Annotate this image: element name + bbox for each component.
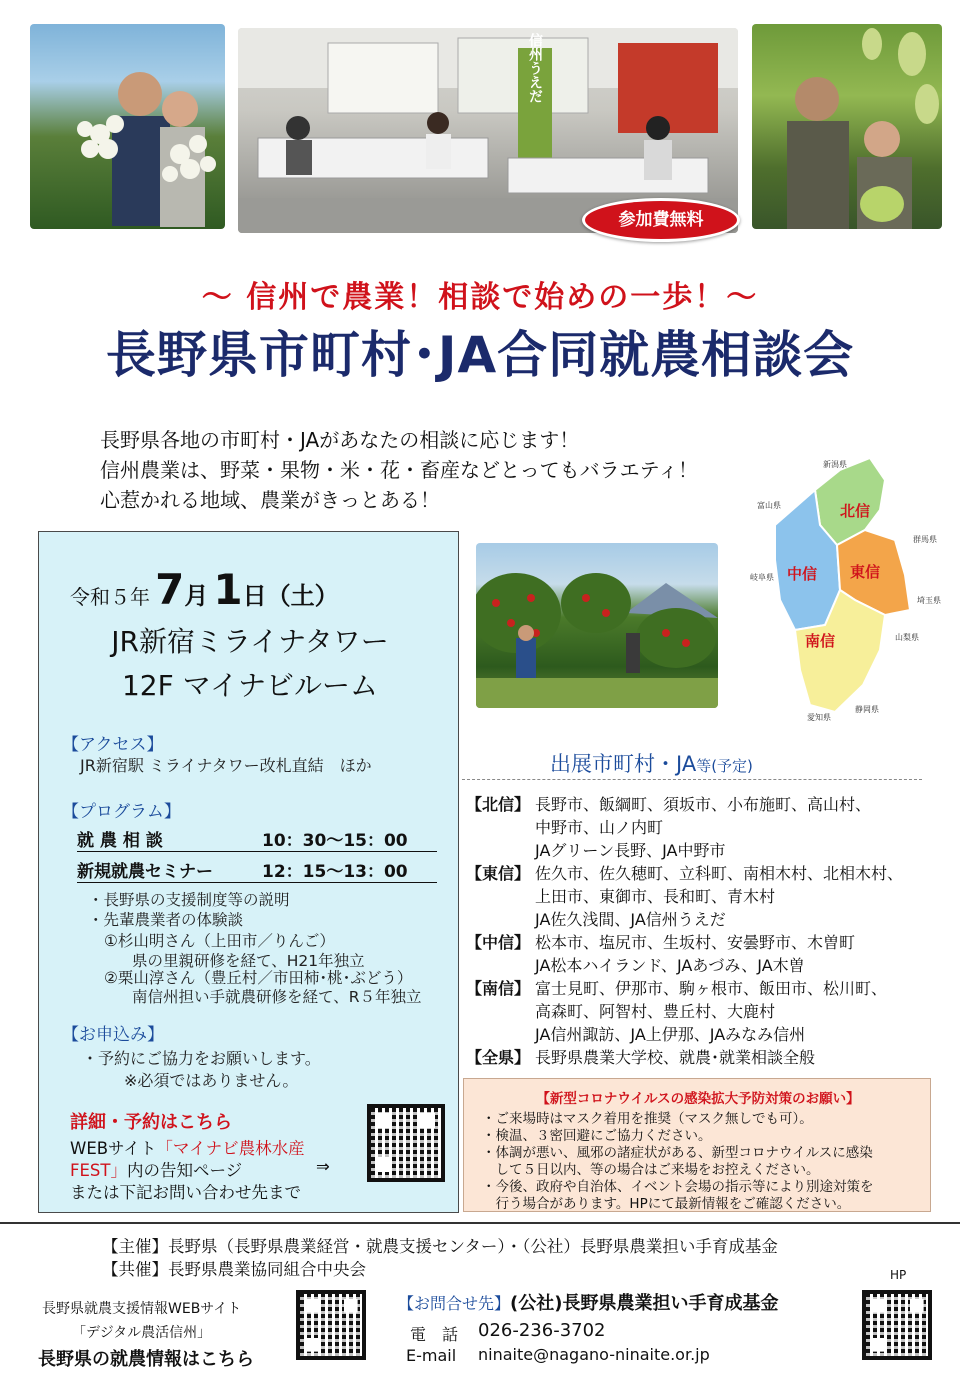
tel-number[interactable]: 026-236-3702 [478, 1320, 606, 1341]
intro-text [100, 425, 698, 515]
email-address[interactable]: ninaite@nagano-ninaite.or.jp [478, 1345, 710, 1364]
exhibitor-line: JA信州諏訪、JA上伊那、JAみなみ信州 [535, 1025, 806, 1044]
contact-org: (公社)長野県農業担い手育成基金 [510, 1293, 779, 1314]
grape-farmers-illustration [752, 24, 942, 229]
program-heading: 【プログラム】 [62, 802, 181, 822]
detail-website-link-cont[interactable]: FEST」 [70, 1161, 127, 1180]
site-line1: 長野県就農支援情報WEBサイト [42, 1301, 242, 1317]
exhibitor-line: 富士見町、伊那市、駒ヶ根市、飯田市、松川町、 [535, 979, 888, 998]
map-neighbor: 埼玉県 [917, 596, 941, 605]
program-item: ②栗山淳さん（豊丘村／市田柿･桃･ぶどう） [104, 969, 413, 987]
exhibitors-heading-text: 出展市町村・JA [550, 752, 697, 776]
covid-notice-box [463, 1078, 931, 1212]
email-label: E-mail [406, 1346, 457, 1365]
program-seminar-time: 12：15～13：00 [262, 862, 408, 882]
map-label-middle: 中信 [787, 565, 818, 583]
site-line3[interactable]: 長野県の就農情報はこちら [38, 1349, 254, 1370]
venue-room: 12F マイナビルーム [121, 669, 379, 702]
map-neighbor: 山梨県 [895, 633, 919, 642]
apply-line: ・予約にご協力をお願いします。 [82, 1049, 321, 1068]
tel-label: 電 話 [410, 1325, 459, 1344]
date-era: 令和５年 [70, 585, 150, 609]
apply-heading: 【お申込み】 [62, 1025, 164, 1045]
exhibitor-line: JAグリーン長野、JA中野市 [535, 841, 726, 860]
cosponsor-text: 【共催】長野県農業協同組合中央会 [102, 1260, 366, 1279]
access-text: JR新宿駅 ミライナタワー改札直結 ほか [80, 756, 372, 775]
region-map-svg [745, 450, 955, 725]
organizer-text: 【主催】長野県（長野県農業経営・就農支援センター）・（公社）長野県農業担い手育成基金 [102, 1237, 778, 1256]
map-neighbor: 富山県 [757, 501, 781, 510]
date-day: 1 [213, 565, 243, 614]
map-label-north: 北信 [840, 502, 871, 520]
covid-line: ・今後、政府や自治体、イベント会場の指示等により別途対策を [482, 1179, 874, 1195]
intro-line: 長野県各地の市町村・JAがあなたの相談に応じます！ [100, 428, 580, 452]
region-tag: 【中信】 [466, 933, 531, 952]
site-line2: 「デジタル農活信州」 [72, 1325, 212, 1341]
program-item: 県の里親研修を経て、H21年独立 [132, 952, 365, 970]
exhibitor-line: 長野県農業大学校、就農･就業相談全般 [535, 1048, 816, 1067]
exhibitor-line: 高森町、阿智村、豊丘村、大鹿村 [535, 1002, 776, 1021]
map-neighbor: 静岡県 [855, 705, 879, 714]
nagano-region-map [745, 450, 955, 725]
intro-line: 心惹かれる地域、農業がきっとある！ [100, 488, 440, 512]
covid-line: ・体調が悪い、風邪の諸症状がある、新型コロナウイルスに感染 [482, 1145, 873, 1161]
exhibitor-line: 松本市、塩尻市、生坂村、安曇野市、木曽町 [535, 933, 856, 952]
detail-line1 [70, 1135, 305, 1159]
covid-line: ・ご来場時はマスク着用を推奨（マスク無しでも可）。 [482, 1111, 813, 1127]
program-item: ・先輩農業者の体験談 [88, 911, 244, 929]
exhibitor-line: JA佐久浅間、JA信州うえだ [535, 910, 726, 929]
region-tag: 【北信】 [466, 795, 531, 814]
flower-farmers-illustration [30, 24, 225, 229]
exhibitors-heading [550, 748, 753, 778]
contact-label: 【お問合せ先】 [398, 1294, 511, 1313]
hp-label: HP [890, 1268, 907, 1282]
date-weekday: （土） [266, 582, 339, 610]
map-neighbor: 愛知県 [807, 713, 831, 722]
date-month-unit: 月 [184, 582, 209, 610]
program-seminar [77, 857, 437, 883]
detail-website-link[interactable]: 「マイナビ農林水産 [156, 1139, 305, 1158]
venue-name: JR新宿ミライナタワー [111, 625, 389, 658]
program-seminar-label: 新規就農セミナー [77, 862, 213, 882]
detail-line3: または下記お問い合わせ先まで [70, 1183, 301, 1202]
orchard-illustration [476, 543, 718, 708]
event-subtitle: ～ 信州で農業！相談で始めの一歩！～ [201, 280, 759, 315]
program-consultation-label: 就 農 相 談 [77, 831, 163, 851]
exhibitors-heading-note: 等(予定) [696, 757, 753, 775]
program-consultation-time: 10：30～15：00 [262, 831, 408, 851]
map-neighbor: 群馬県 [913, 535, 937, 544]
photo-grape-farmers [752, 24, 942, 229]
intro-line: 信州農業は、野菜・果物・米・花・畜産などとってもバラエティ！ [100, 458, 698, 482]
covid-heading: 【新型コロナウイルスの感染拡大予防対策のお願い】 [536, 1091, 860, 1107]
map-label-east: 東信 [850, 563, 881, 581]
region-tag: 【全県】 [466, 1048, 531, 1067]
region-tag: 【東信】 [466, 864, 531, 883]
access-heading: 【アクセス】 [62, 735, 164, 755]
detail-website-label: WEBサイト [70, 1139, 157, 1158]
apply-note: ※必須ではありません。 [124, 1071, 299, 1090]
detail-announce-page: 内の告知ページ [126, 1161, 243, 1180]
exhibitor-line: 長野市、飯綱町、須坂市、小布施町、高山村、 [535, 795, 872, 814]
region-tag: 【南信】 [466, 979, 531, 998]
detail-line2 [70, 1157, 242, 1181]
program-item: 南信州担い手就農研修を経て、R５年独立 [132, 988, 422, 1006]
exhibitors-divider [462, 779, 922, 780]
covid-line: 行う場合があります。HPにて最新情報をご確認ください。 [482, 1196, 851, 1212]
exhibitor-line: 上田市、東御市、長和町、青木村 [535, 887, 776, 906]
program-consultation [77, 826, 437, 852]
map-neighbor: 新潟県 [823, 460, 847, 469]
map-neighbor: 岐阜県 [750, 573, 774, 582]
arrow-icon: ⇒ [316, 1157, 330, 1176]
date-day-unit: 日 [242, 582, 267, 610]
site-qr-code[interactable] [296, 1290, 366, 1360]
detail-heading: 詳細・予約はこちら [70, 1112, 232, 1133]
hp-qr-code[interactable] [862, 1290, 932, 1360]
detail-qr-code[interactable] [367, 1104, 445, 1182]
program-item: ①杉山明さん（上田市／りんご） [104, 932, 335, 950]
exhibitor-line: JA松本ハイランド、JAあづみ、JA木曽 [535, 956, 805, 975]
exhibitor-line: 中野市、山ノ内町 [535, 818, 664, 837]
footer-divider [0, 1222, 960, 1224]
photo-flower-farmers [30, 24, 225, 229]
contact [398, 1289, 778, 1315]
event-date [70, 565, 339, 614]
map-label-south: 南信 [805, 632, 836, 650]
exhibitor-line: 佐久市、佐久穂町、立科町、南相木村、北相木村、 [535, 864, 904, 883]
photo-apple-orchard [476, 543, 718, 708]
covid-line: して５日以内、等の場合はご来場をお控えください。 [482, 1162, 820, 1178]
free-admission-badge: 参加費無料 [582, 198, 740, 242]
event-title: 長野県市町村･JA合同就農相談会 [105, 326, 855, 384]
program-item: ・長野県の支援制度等の説明 [88, 891, 290, 909]
date-month: 7 [155, 565, 185, 614]
banner-text: 信州うえだ [527, 33, 543, 103]
covid-line: ・検温、３密回避にご協力ください。 [482, 1128, 712, 1144]
